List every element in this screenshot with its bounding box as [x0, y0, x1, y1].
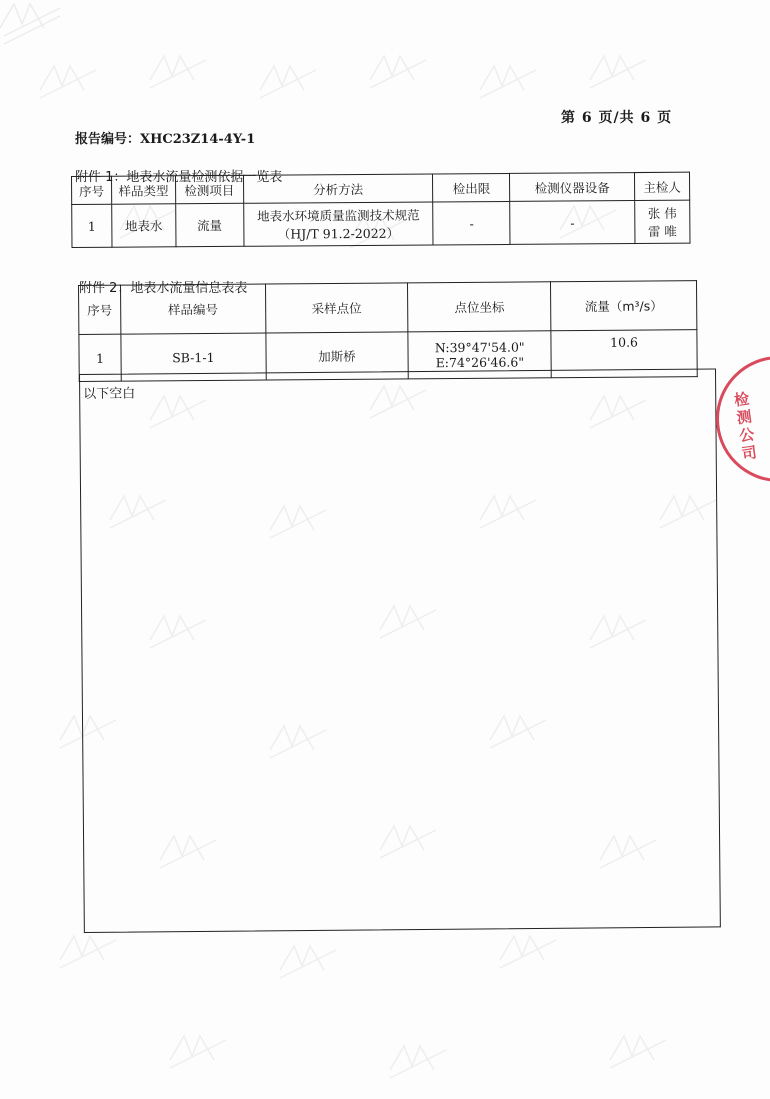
detection-basis-table [71, 172, 690, 248]
inspector [635, 200, 690, 243]
method-name: 地表水环境质量监测技术规范 [257, 207, 420, 224]
page-number: 第 6 页/共 6 页 [561, 110, 673, 126]
header-cell: 检出限 [433, 173, 510, 202]
row-number: 1 [79, 334, 121, 381]
header-cell: 流量（m³/s） [551, 281, 697, 331]
header-cell: 主检人 [635, 172, 690, 200]
sampling-site: 加斯桥 [266, 332, 409, 380]
coordinate-north: N:39°47'54.0" [434, 339, 525, 356]
sample-type: 地表水 [112, 204, 176, 247]
header-cell: 样品类型 [111, 176, 175, 204]
header-cell: 点位坐标 [408, 282, 551, 332]
attachment2-caption: 附件 2：地表水流量信息表表 [79, 281, 248, 296]
row-number: 1 [72, 204, 112, 247]
test-item: 流量 [176, 203, 244, 246]
table-header-row [72, 172, 690, 204]
report-number: 报告编号：XHC23Z14-4Y-1 [75, 132, 256, 147]
attachment1-caption: 附件 1：地表水流量检测依据一览表 [75, 170, 283, 185]
header-cell: 序号 [72, 176, 112, 204]
blank-note: 以下空白 [83, 386, 136, 402]
flow-info-table [78, 280, 698, 382]
table-row [72, 200, 690, 247]
header-cell: 分析方法 [243, 174, 433, 203]
method-code: （HJ/T 91.2-2022） [277, 225, 400, 242]
header-cell: 检测仪器设备 [510, 173, 635, 202]
table-header-row [79, 281, 697, 335]
detection-limit: - [433, 201, 510, 245]
seal-text: 检测公司 [733, 389, 758, 464]
header-cell: 序号 [79, 285, 121, 334]
header-cell: 样品编号 [120, 284, 265, 334]
coordinate-east: E:74°26'46.6" [435, 354, 525, 371]
inspector-name: 雷 唯 [647, 223, 677, 239]
flow-value: 10.6 [551, 330, 697, 378]
blank-area [79, 368, 721, 933]
header-cell: 采样点位 [265, 283, 408, 333]
header-cell: 检测项目 [175, 175, 243, 203]
analysis-method [243, 202, 433, 246]
sample-id: SB-1-1 [121, 333, 266, 381]
inspector-name: 张 伟 [647, 205, 677, 221]
instrument: - [510, 201, 635, 245]
